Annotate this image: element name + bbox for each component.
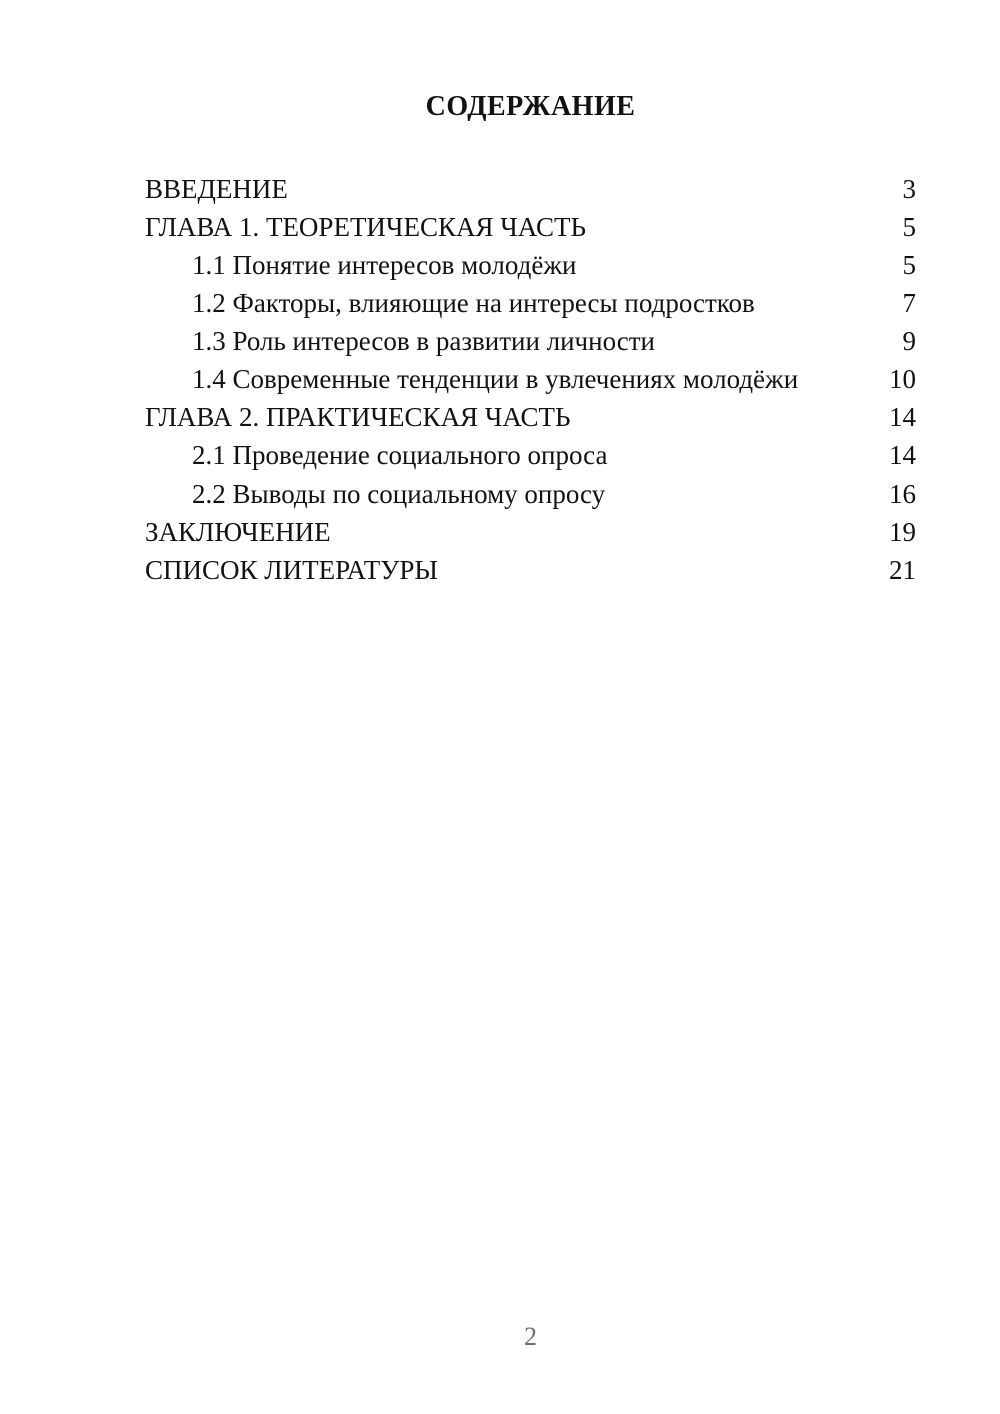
toc-entry <box>145 208 916 246</box>
toc-entry-page-number: 10 <box>889 364 916 395</box>
toc-entry <box>145 322 916 360</box>
page-title: СОДЕРЖАНИЕ <box>425 91 636 122</box>
toc-entry-page-number: 19 <box>889 516 916 547</box>
toc-entry-page-number: 14 <box>889 402 916 433</box>
toc-entry <box>145 246 916 284</box>
toc-entry <box>145 360 916 398</box>
toc-entry-label: 2.2 Выводы по социальному опросу <box>192 478 606 509</box>
toc-entry-page-number: 16 <box>889 478 916 509</box>
toc-entry <box>145 475 916 513</box>
footer-page-number: 2 <box>524 1322 537 1351</box>
toc-entry <box>145 551 916 589</box>
toc-entry-label: 2.1 Проведение социального опроса <box>192 440 608 471</box>
toc-entry <box>145 284 916 322</box>
toc-entry-page-number: 14 <box>889 440 916 471</box>
toc-entry <box>145 513 916 551</box>
toc-entry-page-number: 3 <box>902 173 916 204</box>
toc-entry-page-number: 5 <box>902 211 916 242</box>
toc-entry <box>145 436 916 474</box>
toc-entry-label: ГЛАВА 2. ПРАКТИЧЕСКАЯ ЧАСТЬ <box>145 402 571 433</box>
toc-entry-page-number: 21 <box>889 554 916 585</box>
toc-entry-label: 1.1 Понятие интересов молодёжи <box>192 249 577 280</box>
toc-entry-label: ЗАКЛЮЧЕНИЕ <box>145 516 331 547</box>
toc-entry <box>145 170 916 208</box>
toc-list <box>145 170 916 589</box>
toc-entry-label: 1.2 Факторы, влияющие на интересы подростков <box>192 288 755 319</box>
toc-entry-page-number: 5 <box>902 249 916 280</box>
toc-entry-label: 1.4 Современные тенденции в увлечениях молодёжи <box>192 364 799 395</box>
toc-entry-label: СПИСОК ЛИТЕРАТУРЫ <box>145 554 438 585</box>
toc-entry-page-number: 7 <box>902 288 916 319</box>
toc-entry-label: ГЛАВА 1. ТЕОРЕТИЧЕСКАЯ ЧАСТЬ <box>145 211 586 242</box>
toc-entry <box>145 398 916 436</box>
toc-entry-label: 1.3 Роль интересов в развитии личности <box>192 326 655 357</box>
toc-entry-page-number: 9 <box>902 326 916 357</box>
toc-entry-label: ВВЕДЕНИЕ <box>145 173 288 204</box>
